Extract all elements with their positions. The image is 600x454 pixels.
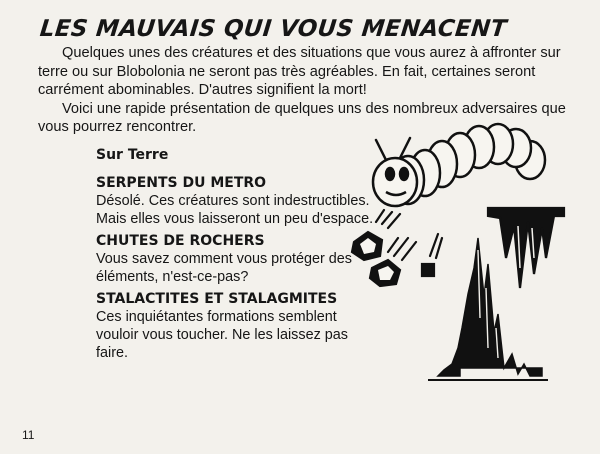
- enemy-title: STALACTITES ET STALAGMITES: [96, 291, 338, 307]
- enemies-illustration: [328, 118, 568, 386]
- caterpillar-icon: [373, 124, 545, 206]
- page-title: LES MAUVAIS QUI VOUS MENACENT: [38, 16, 508, 42]
- enemy-description: Ces inquiétantes formations semblent vouloir vous toucher. Ne les laissez pas faire.: [96, 309, 348, 361]
- section-heading: Sur Terre: [96, 147, 169, 163]
- enemy-title: SERPENTS DU METRO: [96, 175, 267, 191]
- enemy-title: CHUTES DE ROCHERS: [96, 233, 265, 249]
- stalagmite-icon: [428, 238, 548, 380]
- page-number: 11: [22, 428, 35, 442]
- falling-rocks-icon: [352, 210, 442, 286]
- intro-paragraph: Voici une rapide présentation de quelques uns des nombreux adversaires que vous pourrez rencontrer.: [38, 100, 566, 136]
- enemy-description: Désolé. Ces créatures sont indestructibles. Mais elles vous laisseront un peu d'espace.: [96, 193, 374, 227]
- enemy-description: Vous savez comment vous protéger des éléments, n'est-ce-pas?: [96, 251, 352, 285]
- stalactites-icon: [488, 208, 564, 288]
- intro-paragraph: Quelques unes des créatures et des situations que vous aurez à affronter sur terre ou sur Blobolonia ne seront pas très agréables. En fait, certaines seront carrément abominables. D'autres signifient la mort!: [38, 45, 561, 99]
